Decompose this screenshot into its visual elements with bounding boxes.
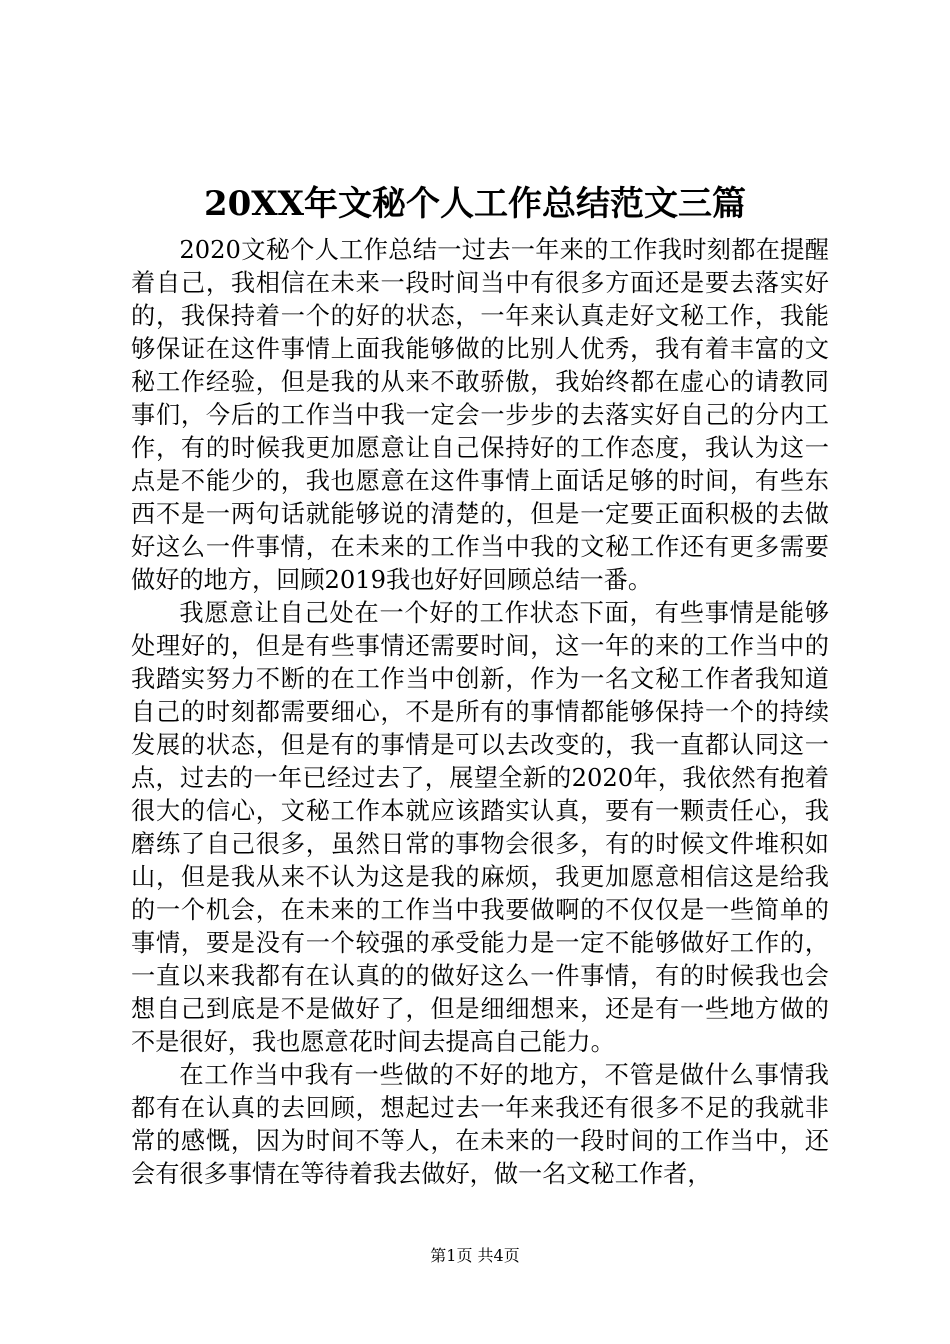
paragraph: 我愿意让自己处在一个好的工作状态下面，有些事情是能够处理好的，但是有些事情还需要时间，这一年的来的工作当中的我踏实努力不断的在工作当中创新，作为一名文秘工作者我知道自己的时刻都需要细心，不是所有的事情都能够保持一个的持续发展的状态，但是有的事情是可以去改变的，我一直都认同这一点，过去的一年已经过去了，展望全新的2020年，我依然有抱着很大的信心，文秘工作本就应该踏实认真，要有一颗责任心，我磨练了自己很多，虽然日常的事物会很多，有的时候文件堆积如山，但是我从来不认为这是我的麻烦，我更加愿意相信这是给我的一个机会，在未来的工作当中我要做啊的不仅仅是一些简单的事情，要是没有一个较强的承受能力是一定不能够做好工作的，一直以来我都有在认真的的做好这么一件事情，有的时候我也会想自己到底是不是做好了，但是细细想来，还是有一些地方做的不是很好，我也愿意花时间去提高自己能力。 — [131, 599, 829, 1056]
document-body — [131, 234, 829, 1191]
paragraph: 2020文秘个人工作总结一过去一年来的工作我时刻都在提醒着自己，我相信在未来一段时间当中有很多方面还是要去落实好的，我保持着一个的好的状态，一年来认真走好文秘工作，我能够保证在这件事情上面我能够做的比别人优秀，我有着丰富的文秘工作经验，但是我的从来不敢骄傲，我始终都在虚心的请教同事们，今后的工作当中我一定会一步步的去落实好自己的分内工作，有的时候我更加愿意让自己保持好的工作态度，我认为这一点是不能少的，我也愿意在这件事情上面话足够的时间，有些东西不是一两句话就能够说的清楚的，但是一定要正面积极的去做好这么一件事情，在未来的工作当中我的文秘工作还有更多需要做好的地方，回顾2019我也好好回顾总结一番。 — [131, 236, 829, 594]
page-number-footer: 第1页 共4页 — [430, 1246, 520, 1265]
paragraph: 在工作当中我有一些做的不好的地方，不管是做什么事情我都有在认真的去回顾，想起过去一年来我还有很多不足的我就非常的感慨，因为时间不等人，在未来的一段时间的工作当中，还会有很多事情在等待着我去做好，做一名文秘工作者， — [131, 1061, 829, 1188]
document-title: 20XX年文秘个人工作总结范文三篇 — [203, 184, 747, 224]
